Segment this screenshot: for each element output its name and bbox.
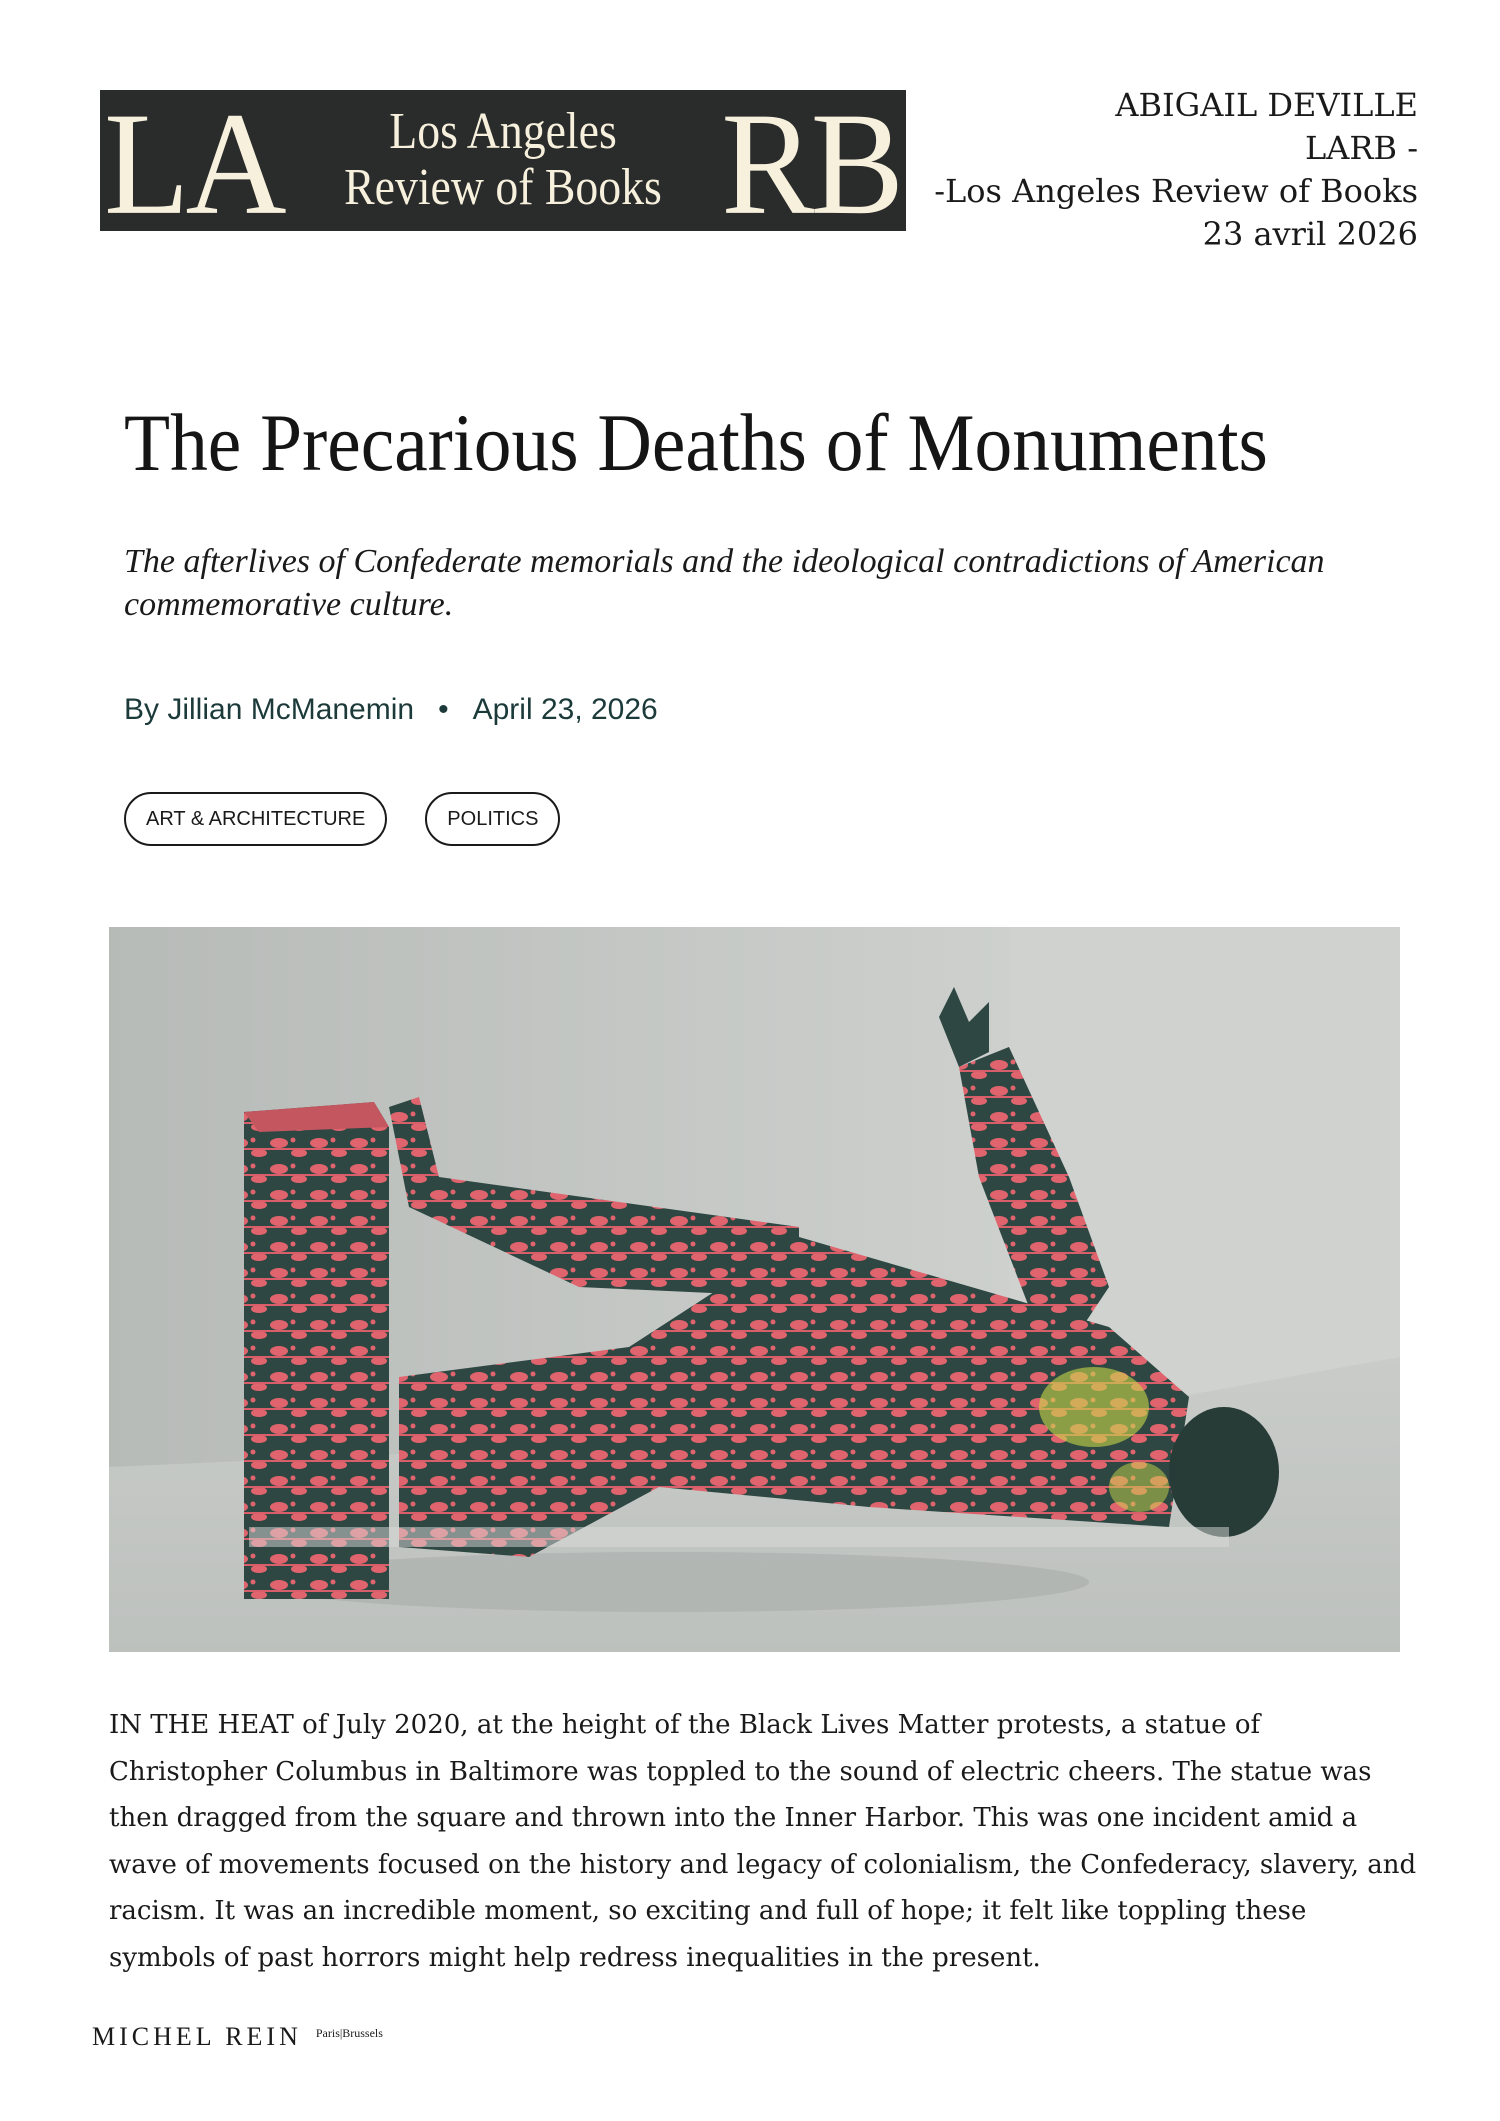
hero-image	[109, 927, 1400, 1652]
artist-name: ABIGAIL DEVILLE	[1115, 86, 1418, 124]
publish-date: April 23, 2026	[472, 693, 658, 726]
publication-short: LARB -	[1305, 129, 1418, 167]
gallery-footer	[92, 2022, 383, 2052]
toppled-statue-illustration	[109, 927, 1400, 1652]
article-body: IN THE HEAT of July 2020, at the height of the Black Lives Matter protests, a statue of Christopher Columbus in Baltimore was toppled to the sound of electric cheers. The statue was then dragged from the square and thrown into the Inner Harbor. This was one incident amid a wave of movements focused on the history and legacy of colonialism, the Confederacy, slavery, and racism. It was an incredible moment, so exciting and full of hope; it felt like toppling these symbols of past horrors might help redress inequalities in the present.	[109, 1710, 1417, 1973]
logo-line-1: Los Angeles	[389, 103, 617, 160]
logo-wordmark	[342, 104, 664, 216]
clipping-date: 23 avril 2026	[1202, 215, 1418, 253]
tag-list	[124, 792, 560, 846]
logo-la: LA	[104, 82, 283, 246]
publication-full: -Los Angeles Review of Books	[934, 172, 1418, 210]
logo-rb: RB	[721, 82, 900, 246]
article-title: The Precarious Deaths of Monuments	[124, 397, 1268, 488]
author-link[interactable]: By Jillian McManemin	[124, 693, 415, 726]
press-clipping-meta	[934, 84, 1418, 256]
logo-line-2: Review of Books	[344, 159, 662, 216]
tag-art-architecture[interactable]: ART & ARCHITECTURE	[124, 792, 387, 846]
gallery-name: MICHEL REIN	[92, 2022, 302, 2051]
tag-politics[interactable]: POLITICS	[425, 792, 560, 846]
larb-logo[interactable]	[100, 82, 906, 246]
article-subtitle: The afterlives of Confederate memorials and the ideological contradictions of American commemorative culture.	[124, 543, 1325, 623]
byline	[124, 690, 658, 730]
gallery-cities: Paris|Brussels	[315, 2026, 383, 2040]
byline-separator: •	[438, 693, 449, 726]
